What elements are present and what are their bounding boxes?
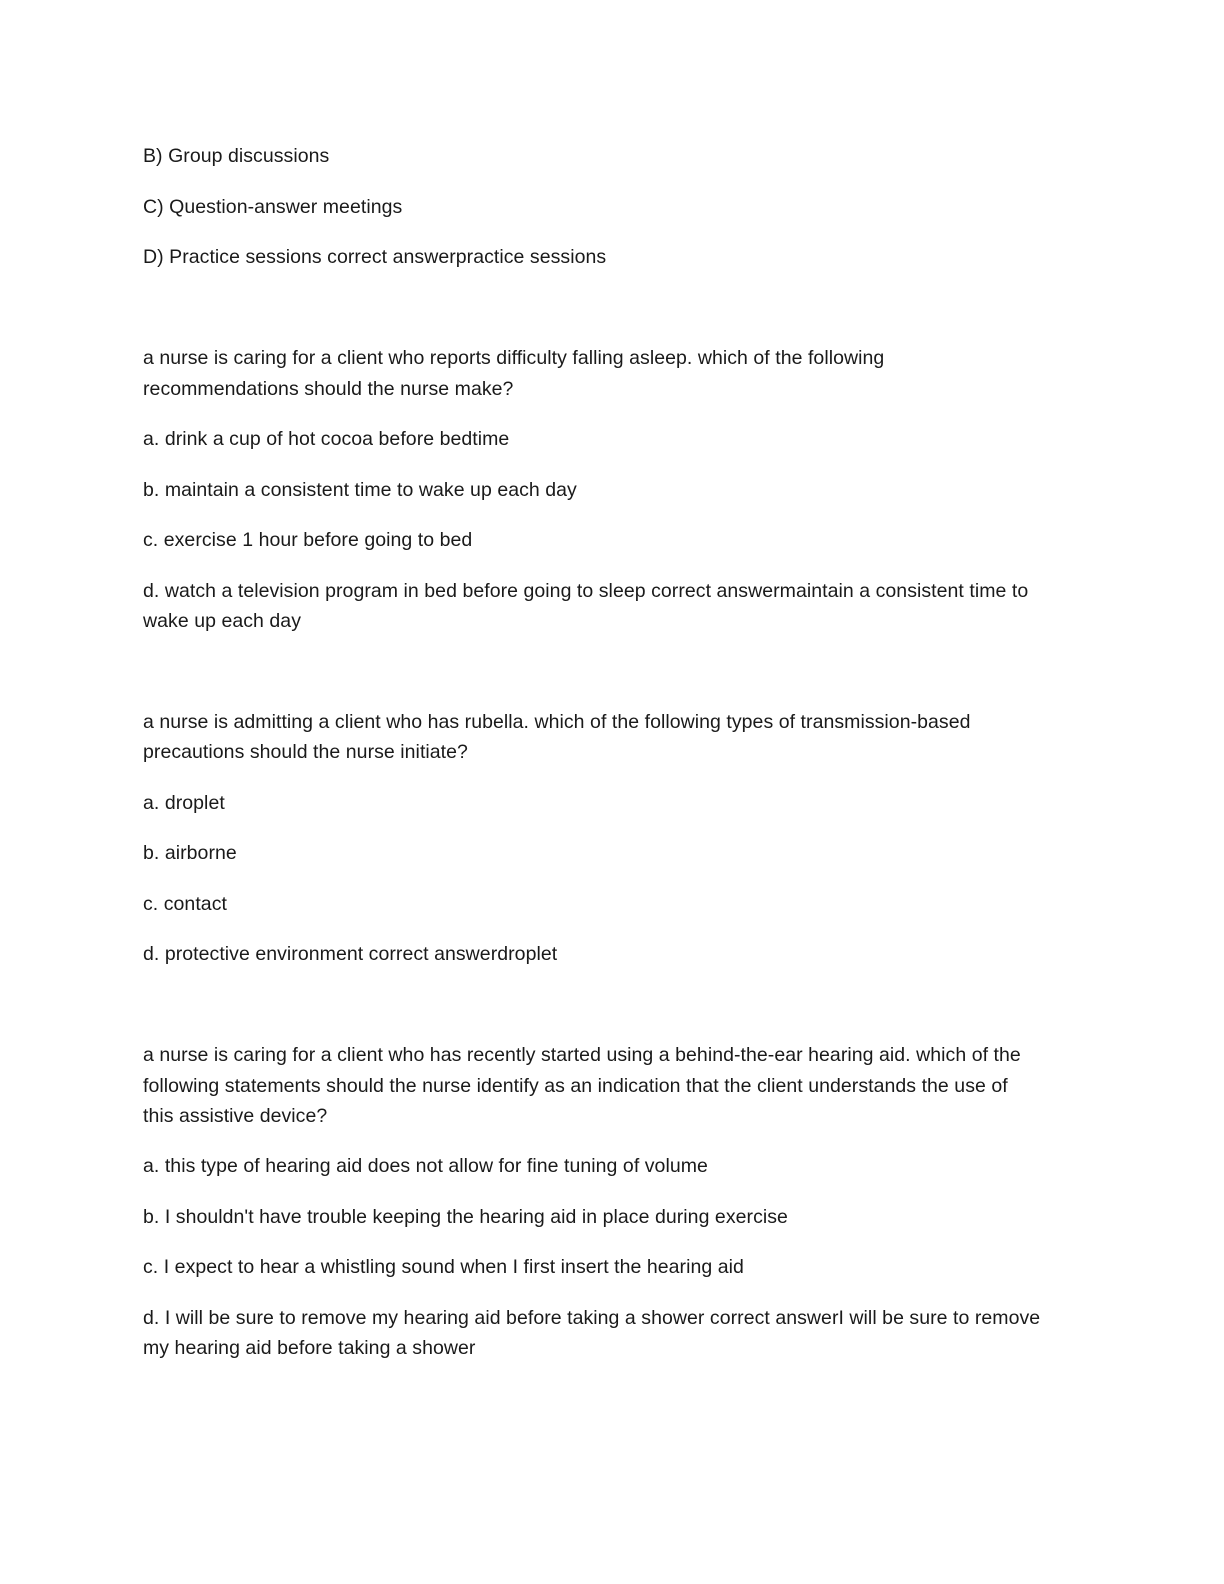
question-hearing-aid-line-3: this assistive device? — [143, 1105, 328, 1127]
option-d-answer-line: D) Practice sessions correct answerpractice sessions — [143, 246, 607, 268]
question-hearing-aid-line-2: following statements should the nurse identify as an indication that the client understands the use of — [143, 1075, 1008, 1097]
option-a-line: a. droplet — [143, 792, 225, 814]
option-d-answer-line: d. protective environment correct answerdroplet — [143, 943, 558, 965]
question-sleep-line-2: recommendations should the nurse make? — [143, 378, 514, 400]
option-d-answer-line-1: d. I will be sure to remove my hearing aid before taking a shower correct answerI will be sure to remove — [143, 1307, 1041, 1329]
option-b-line: b. I shouldn't have trouble keeping the hearing aid in place during exercise — [143, 1206, 788, 1228]
option-d-answer-line-2: my hearing aid before taking a shower — [143, 1337, 476, 1359]
option-b-line: B) Group discussions — [143, 145, 330, 167]
option-c-line: c. exercise 1 hour before going to bed — [143, 529, 473, 551]
option-c-line: c. contact — [143, 893, 227, 915]
option-c-line: c. I expect to hear a whistling sound when I first insert the hearing aid — [143, 1256, 744, 1278]
question-sleep-line-1: a nurse is caring for a client who reports difficulty falling asleep. which of the following — [143, 347, 885, 369]
option-b-line: b. maintain a consistent time to wake up each day — [143, 479, 577, 501]
option-c-line: C) Question-answer meetings — [143, 196, 403, 218]
option-a-line: a. drink a cup of hot cocoa before bedtime — [143, 428, 510, 450]
option-b-line: b. airborne — [143, 842, 237, 864]
option-a-line: a. this type of hearing aid does not allow for fine tuning of volume — [143, 1155, 708, 1177]
question-rubella-line-2: precautions should the nurse initiate? — [143, 741, 468, 763]
option-d-answer-line-1: d. watch a television program in bed before going to sleep correct answermaintain a consistent time to — [143, 580, 1029, 602]
question-rubella-line-1: a nurse is admitting a client who has rubella. which of the following types of transmission-based — [143, 711, 971, 733]
question-hearing-aid-line-1: a nurse is caring for a client who has recently started using a behind-the-ear hearing aid. which of the — [143, 1044, 1021, 1066]
option-d-answer-line-2: wake up each day — [143, 610, 301, 632]
